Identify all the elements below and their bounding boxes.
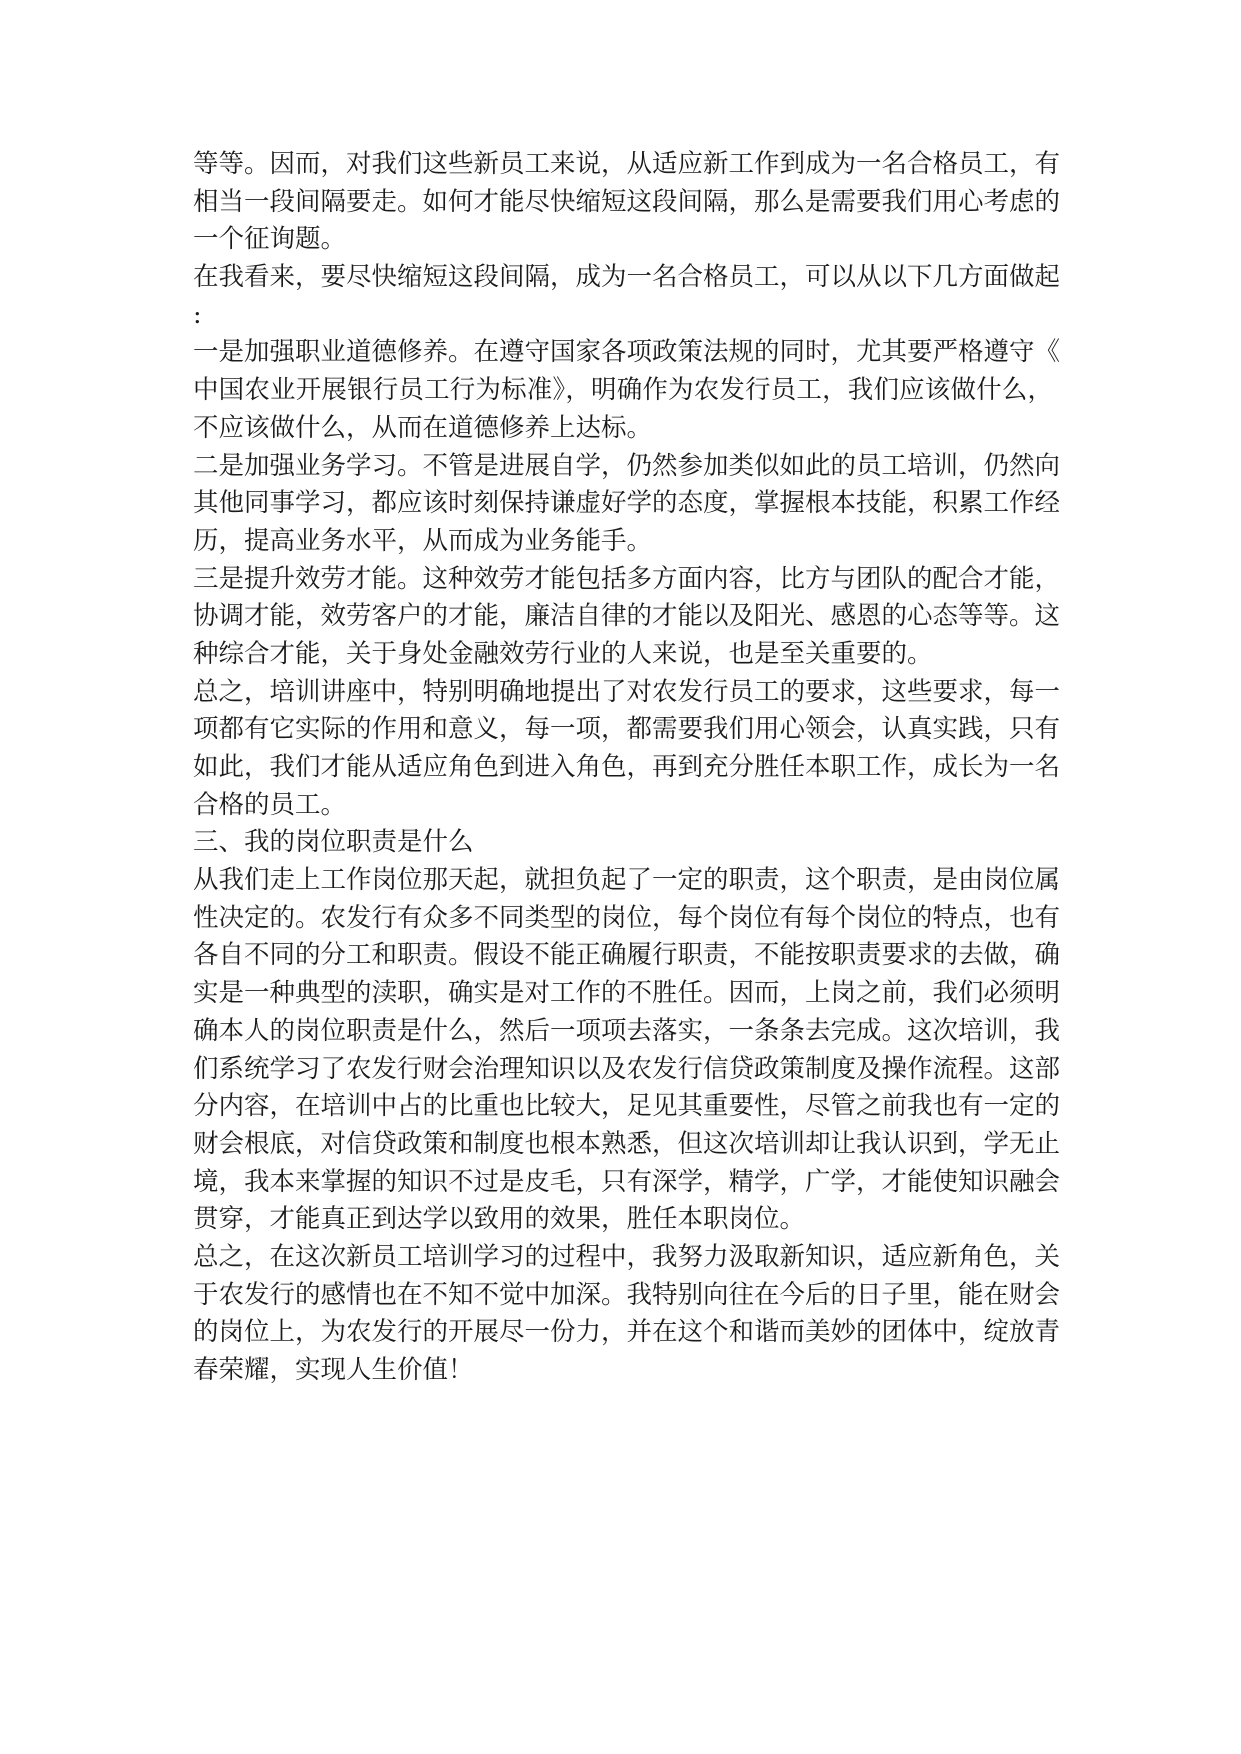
text-line: 其他同事学习，都应该时刻保持谦虚好学的态度，掌握根本技能，积累工作经 xyxy=(193,488,1061,519)
text-line: 一个征询题。 xyxy=(193,224,347,255)
text-line: 合格的员工。 xyxy=(193,789,347,820)
text-line: 中国农业开展银行员工行为标准》，明确作为农发行员工，我们应该做什么， xyxy=(193,375,1053,406)
text-line: 贯穿，才能真正到达学以致用的效果，胜任本职岗位。 xyxy=(193,1204,806,1235)
text-line: 于农发行的感情也在不知不觉中加深。我特别向往在今后的日子里，能在财会 xyxy=(193,1279,1061,1310)
text-line: 相当一段间隔要走。如何才能尽快缩短这段间隔，那么是需要我们用心考虑的 xyxy=(193,186,1061,217)
text-line: 三、我的岗位职责是什么 xyxy=(193,827,474,858)
text-line: 等等。因而，对我们这些新员工来说，从适应新工作到成为一名合格员工，有 xyxy=(193,149,1061,179)
text-line: 总之，培训讲座中，特别明确地提出了对农发行员工的要求，这些要求，每一 xyxy=(193,676,1061,707)
text-line: 一是加强职业道德修养。在遵守国家各项政策法规的同时，尤其要严格遵守《 xyxy=(193,337,1061,368)
text-line: 种综合才能，关于身处金融效劳行业的人来说，也是至关重要的。 xyxy=(193,638,933,669)
text-line: 总之，在这次新员工培训学习的过程中，我努力汲取新知识，适应新角色，关 xyxy=(193,1241,1061,1272)
text-line: 如此，我们才能从适应角色到进入角色，再到充分胜任本职工作，成长为一名 xyxy=(193,752,1061,782)
text-line: 的岗位上，为农发行的开展尽一份力，并在这个和谐而美妙的团体中，绽放青 xyxy=(193,1317,1061,1348)
text-line: 确本人的岗位职责是什么，然后一项项去落实，一条条去完成。这次培训，我 xyxy=(193,1015,1061,1046)
text-line: 不应该做什么，从而在道德修养上达标。 xyxy=(193,412,653,443)
text-line: 三是提升效劳才能。这种效劳才能包括多方面内容，比方与团队的配合才能， xyxy=(193,563,1061,594)
text-line: 春荣耀，实现人生价值！ xyxy=(193,1355,474,1385)
text-line: : xyxy=(193,299,202,330)
text-line: 协调才能，效劳客户的才能，廉洁自律的才能以及阳光、感恩的心态等等。这 xyxy=(193,601,1061,632)
text-line: 项都有它实际的作用和意义，每一项，都需要我们用心领会，认真实践，只有 xyxy=(193,714,1061,745)
text-line: 实是一种典型的渎职，确实是对工作的不胜任。因而，上岗之前，我们必须明 xyxy=(193,978,1061,1009)
text-line: 在我看来，要尽快缩短这段间隔，成为一名合格员工，可以从以下几方面做起 xyxy=(193,262,1061,293)
text-line: 性决定的。农发行有众多不同类型的岗位，每个岗位有每个岗位的特点，也有 xyxy=(193,902,1061,933)
text-line: 二是加强业务学习。不管是进展自学，仍然参加类似如此的员工培训，仍然向 xyxy=(193,450,1061,481)
text-line: 财会根底，对信贷政策和制度也根本熟悉，但这次培训却让我认识到，学无止 xyxy=(193,1128,1061,1159)
text-line: 从我们走上工作岗位那天起，就担负起了一定的职责，这个职责，是由岗位属 xyxy=(193,865,1061,896)
text-line: 历，提高业务水平，从而成为业务能手。 xyxy=(193,525,653,556)
text-line: 境，我本来掌握的知识不过是皮毛，只有深学，精学，广学，才能使知识融会 xyxy=(193,1166,1061,1197)
body-text xyxy=(193,146,1061,1390)
text-line: 各自不同的分工和职责。假设不能正确履行职责，不能按职责要求的去做，确 xyxy=(193,940,1061,971)
text-line: 们系统学习了农发行财会治理知识以及农发行信贷政策制度及操作流程。这部 xyxy=(193,1053,1061,1084)
text-line: 分内容，在培训中占的比重也比较大，足见其重要性，尽管之前我也有一定的 xyxy=(193,1091,1061,1122)
